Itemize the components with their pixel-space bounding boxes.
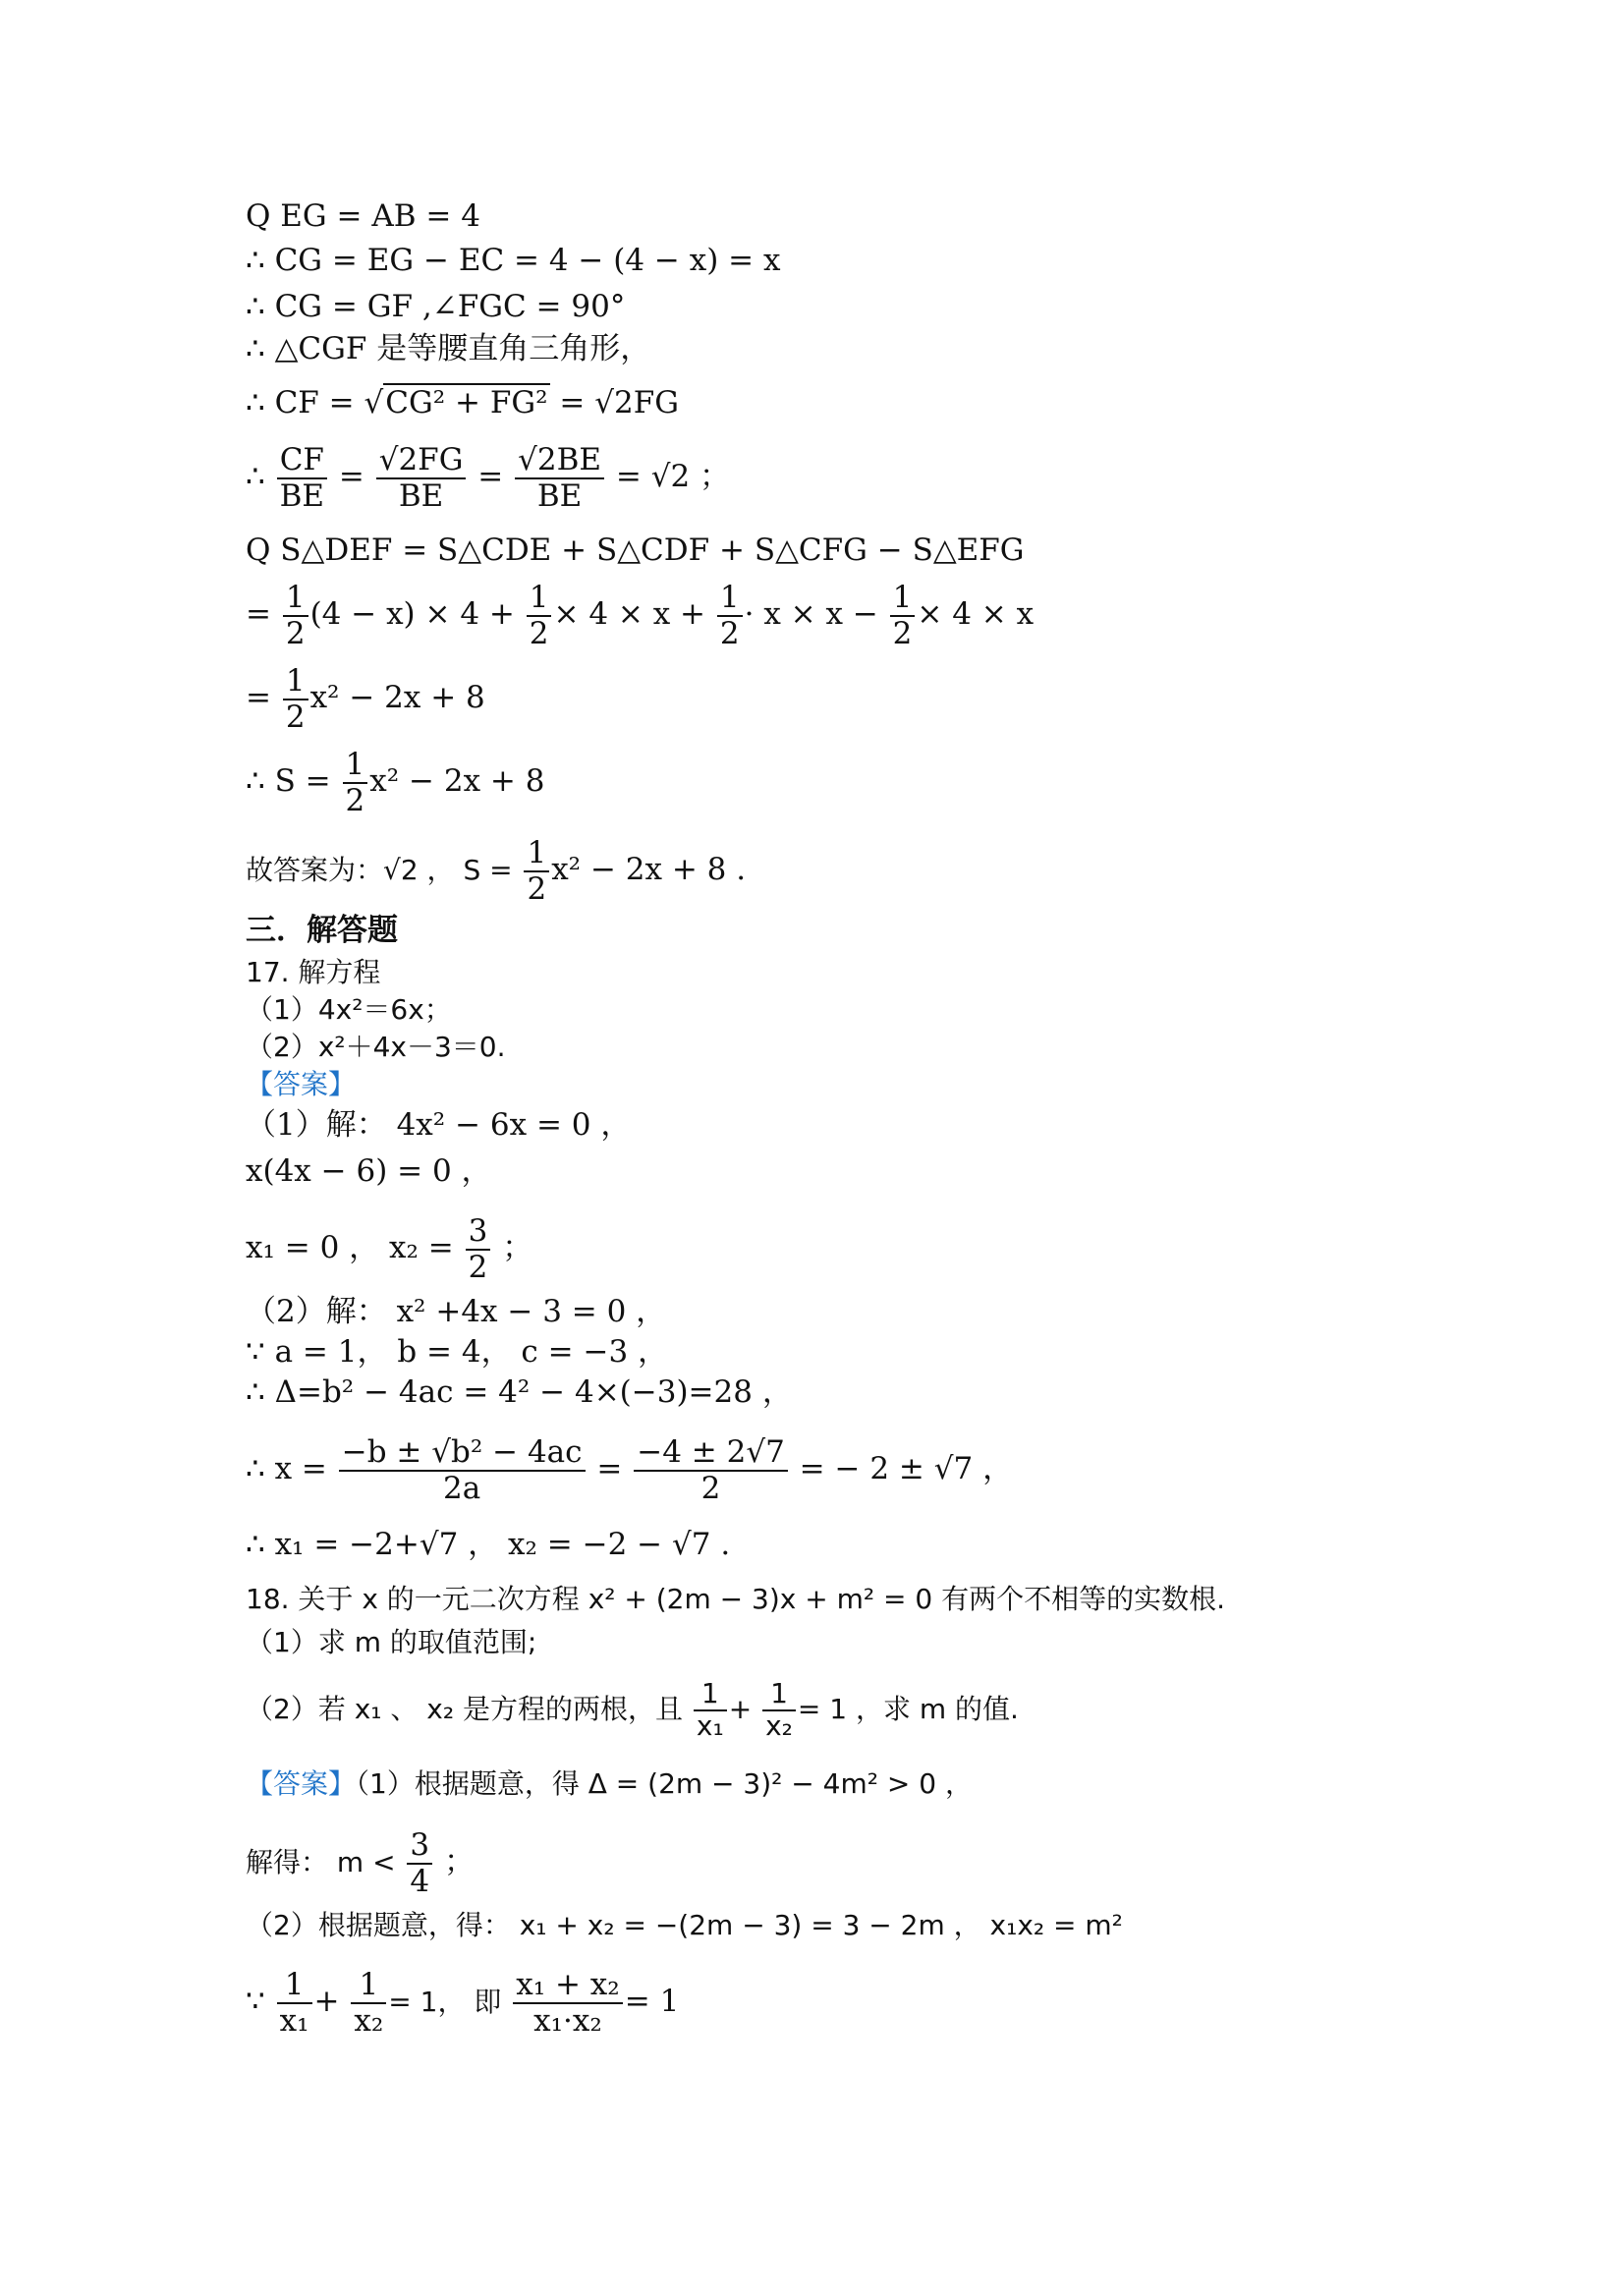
answer-line: ∴ Δ=b² − 4ac = 4² − 4×(−3)=28 ， [246,1374,793,1410]
step-line: ∴ $\frac{CF}{BE}$ = $\frac{√2FG}{BE}$ = $\frac{√2BE}{BE}$ = √2 ； [246,442,731,514]
step-line: ∴ S = $\frac{1}{2}$ x² − 2x + 8 [246,747,545,818]
step-line: Q EG = AB = 4 [246,198,480,234]
answer-line: 解得： m < $\frac{3}{4}$ ； [246,1827,475,1899]
answer-line: （2）解： x² +4x − 3 = 0 ， [246,1294,667,1329]
answer-line: x(4x − 6) = 0 ， [246,1153,492,1189]
final-answer: 故答案为：√2 ， S = $\frac{1}{2}$ x² − 2x + 8 . [246,835,747,907]
question-17: 17. 解方程 [246,956,381,988]
answer-line: ∴ x = $\frac{\text{−b ± √b² − 4ac}}{2a}$ = $\frac{-4 \pm 2√7}{2}$ = − 2 ± √7 ， [246,1434,1014,1506]
step-line: ∴ △CGF 是等腰直角三角形， [246,331,651,366]
section-heading: 三．解答题 [246,913,398,948]
step-line: ∴ CG = GF ,∠FGC = 90° [246,289,626,324]
question-18-part-1: （1）求 m 的取值范围; [246,1626,537,1658]
answer-line: （1）解： 4x² − 6x = 0 ， [246,1107,632,1143]
answer-line: x₁ = 0 ， x₂ = $\frac{3}{2}$ ； [246,1213,533,1285]
answer-line: ∴ x₁ = −2+√7 ， x₂ = −2 − √7 . [246,1527,731,1562]
answer-tag: 【答案】 [246,1767,357,1800]
answer-line: ∵ $\frac{1}{\text{x₁}}$ + $\frac{1}{\text{x₂}}$ = 1， 即 $\frac{\text{x₁ + x₂}}{\text{x₁·x₂}}$ = 1 [246,1967,680,2039]
step-line: ∴ CF = √CG² + FG² = √2FG [246,385,679,420]
question-17-part-1: （1）4x²＝6x； [246,993,452,1026]
step-line: ∴ CG = EG − EC = 4 − (4 − x) = x [246,243,781,278]
question-17-part-2: （2）x²＋4x－3＝0. [246,1031,506,1063]
question-18-part-2: （2）若 x₁ 、 x₂ 是方程的两根，且 $\frac{1}{\text{x₁}}$ + $\frac{1}{\text{x₂}}$ = 1 ，求 m 的值. [246,1677,1019,1742]
step-line: = $\frac{1}{2}$ (4 − x) × 4 + $\frac{1}{2}$ × 4 × x + $\frac{1}{2}$ · x × x − $\frac{1}{2}$ × 4 × x [246,580,1035,651]
question-18: 18. 关于 x 的一元二次方程 x² + (2m − 3)x + m² = 0 有两个不相等的实数根. [246,1583,1225,1615]
answer-line: （2）根据题意，得： x₁ + x₂ = −(2m − 3) = 3 − 2m ， x₁x₂ = m² [246,1909,1123,1941]
step-line: Q S△DEF = S△CDE + S△CDF + S△CFG − S△EFG [246,532,1025,568]
step-line: = $\frac{1}{2}$ x² − 2x + 8 [246,663,485,735]
answer-line: 【答案】（1）根据题意，得 Δ = (2m − 3)² − 4m² > 0 ， [246,1767,973,1800]
answer-line: ∵ a = 1， b = 4， c = −3 ， [246,1334,669,1370]
answer-tag: 【答案】 [246,1068,357,1100]
